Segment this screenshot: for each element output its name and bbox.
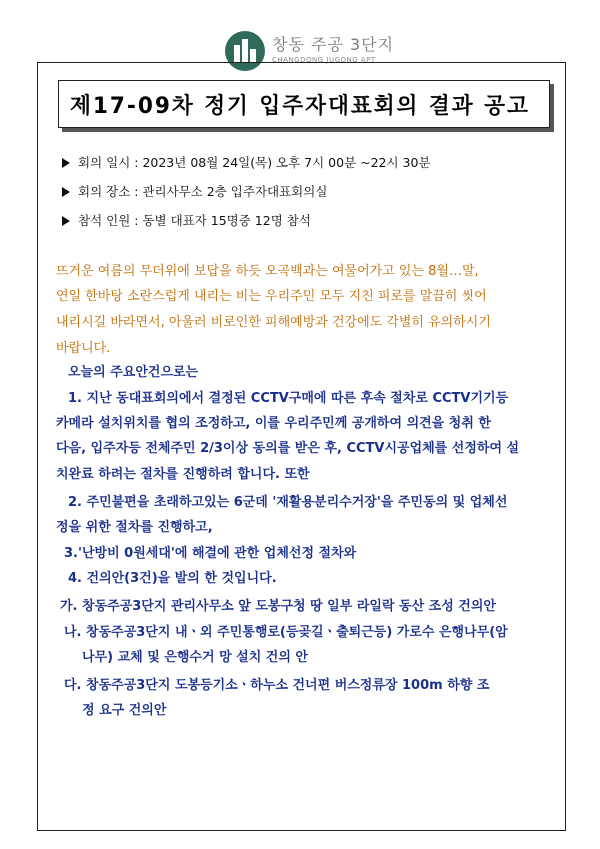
agenda-line: 가. 창동주공3단지 관리사무소 앞 도봉구청 땅 일부 라일락 동산 조성 건의안 — [60, 599, 496, 614]
info-label: 회의 장소 — [78, 184, 131, 199]
info-label: 참석 인원 — [78, 213, 131, 228]
intro-line: 연일 한바탕 소란스럽게 내리는 비는 우리주민 모두 지친 피로를 말끔히 씻어 — [56, 289, 487, 304]
info-label: 회의 일시 — [78, 155, 131, 170]
info-value: 동별 대표자 15명중 12명 참석 — [142, 213, 311, 228]
bullet-icon — [62, 216, 70, 226]
agenda-line: 정 요구 건의안 — [82, 703, 167, 718]
agenda-line: 나. 창동주공3단지 내ㆍ외 주민통행로(등곶길ㆍ출퇴근등) 가로수 은행나무(암 — [64, 625, 508, 640]
info-value: 관리사무소 2층 입주자대표회의실 — [142, 184, 328, 199]
agenda-line: 4. 건의안(3건)을 발의 한 것입니다. — [68, 571, 277, 586]
agenda-line: 다음, 입주자등 전체주민 2/3이상 동의를 받은 후, CCTV시공업체를 선정하여 설 — [56, 441, 520, 456]
info-location: 회의 장소 : 관리사무소 2층 입주자대표회의실 — [62, 182, 327, 200]
agenda-line: 치완료 하려는 절차를 진행하려 합니다. 또한 — [56, 467, 310, 482]
info-datetime: 회의 일시 : 2023년 08월 24일(목) 오후 7시 00분 ~22시 30분 — [62, 153, 431, 171]
agenda-line: 오늘의 주요안건으로는 — [68, 365, 199, 380]
agenda-line: 정을 위한 절차를 진행하고, — [56, 520, 213, 535]
agenda-line: 나무) 교체 및 은행수거 망 설치 건의 안 — [82, 650, 308, 665]
title-box — [58, 80, 550, 128]
bullet-icon — [62, 187, 70, 197]
info-value: 2023년 08월 24일(목) 오후 7시 00분 ~22시 30분 — [142, 155, 431, 170]
logo-subtitle: CHANGDONG JUGONG APT — [272, 56, 376, 64]
page-title: 제17-09차 정기 입주자대표회의 결과 공고 — [70, 93, 530, 119]
intro-line: 바랍니다. — [56, 341, 111, 356]
intro-line: 뜨거운 여름의 무더위에 보답을 하듯 오곡백과는 여물어가고 있는 8월…말, — [56, 264, 479, 279]
agenda-line: 다. 창동주공3단지 도봉등기소ㆍ하누소 건너편 버스정류장 100m 하향 조 — [64, 678, 490, 693]
agenda-line: 2. 주민불편을 초래하고있는 6군데 '재활용분리수거장'을 주민동의 및 업체선 — [68, 495, 508, 510]
intro-line: 내리시길 바라면서, 아울러 비로인한 피해예방과 건강에도 각별히 유의하시기 — [56, 315, 491, 330]
agenda-line: 3.'난방비 0원세대'에 해결에 관한 업체선정 절차와 — [64, 546, 357, 561]
logo-name: 창동 주공 3단지 — [272, 35, 395, 54]
agenda-line: 카메라 설치위치를 협의 조정하고, 이를 우리주민께 공개하여 의견을 청취 한 — [56, 416, 491, 431]
info-attendance: 참석 인원 : 동별 대표자 15명중 12명 참석 — [62, 211, 311, 229]
bullet-icon — [62, 158, 70, 168]
agenda-line: 1. 지난 동대표회의에서 결정된 CCTV구매에 따른 후속 절차로 CCTV기기등 — [68, 391, 509, 406]
